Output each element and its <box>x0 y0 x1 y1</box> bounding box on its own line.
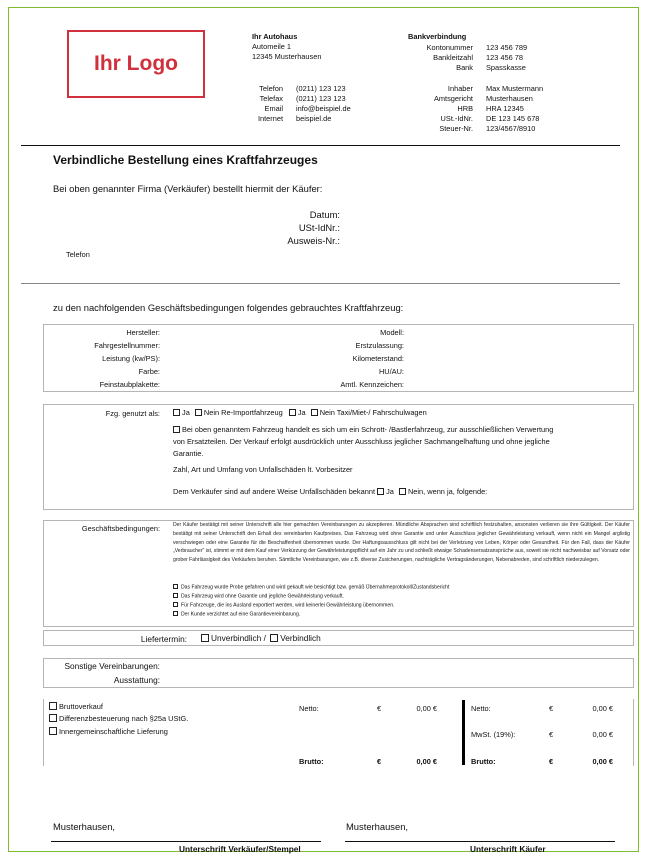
price-right-border <box>633 699 634 766</box>
buyer-vat-value: 0,00 € <box>592 730 613 739</box>
vehicle-label-mileage: Kilometerstand: <box>352 354 404 363</box>
seller-place: Musterhausen, <box>53 821 116 832</box>
intra-community-checkbox[interactable] <box>49 727 57 735</box>
terms-check-1 <box>173 584 449 591</box>
gross-sale-label: Bruttoverkauf <box>59 702 103 711</box>
other-accidents-no-label: Nein, wenn ja, folgende: <box>407 487 488 496</box>
terms-check-label-3: Für Fahrzeuge, die ins Ausland exportiert werden, wird keinerlei Gewährleistung übernommen. <box>181 602 395 609</box>
vehicle-label-registration: Erstzulassung: <box>355 341 404 350</box>
delivery-binding-checkbox[interactable] <box>270 634 278 642</box>
conditions-intro: zu den nachfolgenden Geschäftsbedingungen folgendes gebrauchtes Kraftfahrzeug: <box>53 302 404 313</box>
taxi-yes-label: Ja <box>297 408 306 417</box>
vehicle-label-inspection: HU/AU: <box>378 367 404 376</box>
price-option-2 <box>49 714 188 723</box>
page-title: Verbindliche Bestellung eines Kraftfahrzeuges <box>53 153 318 167</box>
scrap-row <box>173 425 553 434</box>
terms-checkbox-3[interactable] <box>173 602 178 607</box>
price-left-border <box>43 699 44 766</box>
contact-label-internet: Internet <box>257 114 283 123</box>
terms-label: Geschäftsbedingungen: <box>81 524 160 533</box>
legal-value-tax: 123/4567/8910 <box>486 124 536 133</box>
contact-value-internet[interactable]: beispiel.de <box>296 114 332 123</box>
terms-check-label-1: Das Fahrzeug wurde Probe gefahren und wird gekauft wie besichtigt bzw. gemäß Übernahmeprotokoll/Zustandsbericht <box>181 584 450 591</box>
seller-brutto-label: Brutto: <box>299 757 324 766</box>
margin-tax-checkbox[interactable] <box>49 714 57 722</box>
buyer-place: Musterhausen, <box>346 821 409 832</box>
buyer-phone-label: Telefon <box>66 250 90 259</box>
buyer-netto-value: 0,00 € <box>592 704 613 713</box>
buyer-signature-line <box>345 841 615 842</box>
accidents-text: Zahl, Art und Umfang von Unfallschäden lt. Vorbesitzer <box>173 465 353 474</box>
price-option-1 <box>49 702 103 711</box>
price-option-3 <box>49 727 168 736</box>
seller-netto-label: Netto: <box>299 704 319 713</box>
legal-value-court: Musterhausen <box>486 94 533 103</box>
delivery-binding-label: Verbindlich <box>280 633 321 643</box>
seller-brutto-value: 0,00 € <box>416 757 437 766</box>
terms-checkbox-1[interactable] <box>173 584 178 589</box>
delivery-options <box>201 633 321 643</box>
legal-value-vat: DE 123 145 678 <box>486 114 540 123</box>
reimport-no-label: Nein Re-Importfahrzeug <box>203 408 283 417</box>
taxi-no-label: Nein Taxi/Miet-/ Fahrschulwagen <box>319 408 427 417</box>
reimport-yes-label: Ja <box>182 408 190 417</box>
contact-label-phone: Telefon <box>259 84 283 93</box>
terms-check-label-4: Der Kunde verzichtet auf eine Garantievereinbarung. <box>181 611 301 618</box>
taxi-yes-checkbox[interactable] <box>289 409 296 416</box>
vehicle-label-color: Farbe: <box>138 367 160 376</box>
buyer-id-label: Ausweis-Nr.: <box>287 235 340 246</box>
equipment-label: Ausstattung: <box>113 675 160 685</box>
contact-value-email[interactable]: info@beispiel.de <box>296 104 351 113</box>
intro-text: Bei oben genannter Firma (Verkäufer) bestellt hiermit der Käufer: <box>53 183 323 194</box>
seller-netto-value: 0,00 € <box>416 704 437 713</box>
usage-label: Fzg. genutzt als: <box>105 409 160 418</box>
vehicle-label-plate: Amtl. Kennzeichen: <box>340 380 404 389</box>
contact-label-email: Email <box>264 104 283 113</box>
terms-text: Der Käufer bestätigt mit seiner Unterschrift alle hier gemachten Vereinbarungen zu akzeptieren. Mündliche Absprachen sind schriftlich festzuhalten, ansonsten verlieren sie ihre Gültigkeit. Der Käufer bestätigt mit seiner Unterschrift den Erhalt des vereinbarten Kaufpreises. Das Fahrzeug wird ohne Garantie und unter Ausschluss jeglicher Gewährleistung verkauft, wenn nicht ein Mangel arglistig verschwiegen oder eine Garantie für die Beschaffenheit übernommen wurde. Der Haftungsausschluss gilt nicht bei der Verletzung von Leben, Körper oder Gesundheit. Für den Fall, dass der Käufer „Verbraucher" ist, stimmt er mit dem Kauf einer Verkürzung der Gewährleistungspflicht auf ein Jahr zu und schließt etwaige Schadensersatzansprüche aus, soweit sie nicht nachweisbar auf Vorsatz oder grober Fahrlässigkeit des Verkäufers beruhen. Sämtliche Vereinbarungen, wie z.B. diverse Zusicherungen, nachträgliche Vertragsänderungen, Nebenabreden, sind schriftlich niederzulegen. <box>173 522 630 564</box>
buyer-date-label: Datum: <box>309 209 340 220</box>
company-city: 12345 Musterhausen <box>252 52 322 61</box>
delivery-nonbinding-label: Unverbindlich / <box>211 633 266 643</box>
vehicle-label-power: Leistung (kw/PS): <box>102 354 160 363</box>
agreements-label: Sonstige Vereinbarungen: <box>64 661 160 671</box>
buyer-signature-label: Unterschrift Käufer <box>470 844 546 854</box>
legal-label-tax: Steuer-Nr. <box>439 124 473 133</box>
terms-check-3 <box>173 602 394 609</box>
vehicle-label-emission: Feinstaubplakette: <box>99 380 160 389</box>
buyer-brutto-value: 0,00 € <box>592 757 613 766</box>
bank-label-account: Kontonummer <box>426 43 473 52</box>
other-accidents-yes-label: Ja <box>386 487 394 496</box>
legal-label-court: Amtsgericht <box>433 94 473 103</box>
usage-reimport-row <box>173 408 427 417</box>
company-street: Automeile 1 <box>252 42 292 51</box>
buyer-brutto-label: Brutto: <box>471 757 496 766</box>
bank-value-code: 123 456 78 <box>486 53 523 62</box>
intra-community-label: Innergemeinschaftliche Lieferung <box>59 727 168 736</box>
contact-value-fax: (0211) 123 123 <box>296 94 346 103</box>
seller-brutto-currency: € <box>377 757 382 766</box>
scrap-text-2: von Ersatzteilen. Der Verkauf erfolgt ausdrücklich unter Ausschluss jeglicher Sachmangelhaftung und ohne jegliche <box>173 437 550 446</box>
buyer-vat-label: MwSt. (19%): <box>471 730 516 739</box>
vehicle-label-maker: Hersteller: <box>126 328 160 337</box>
buyer-vat-currency: € <box>549 730 554 739</box>
seller-netto-currency: € <box>377 704 382 713</box>
buyer-brutto-currency: € <box>549 757 554 766</box>
order-form-page <box>8 7 639 852</box>
scrap-text-1: Bei oben genanntem Fahrzeug handelt es sich um ein Schrott- /Bastlerfahrzeug, zur ausschließlichen Verwertung <box>182 425 554 434</box>
buyer-vat-label: USt-IdNr.: <box>298 222 340 233</box>
margin-tax-label: Differenzbesteuerung nach §25a UStG. <box>59 714 189 723</box>
buyer-divider <box>21 283 620 284</box>
bank-value-account: 123 456 789 <box>486 43 528 52</box>
legal-value-owner: Max Mustermann <box>486 84 544 93</box>
buyer-netto-label: Netto: <box>471 704 491 713</box>
contact-value-phone: (0211) 123 123 <box>296 84 346 93</box>
price-column-divider <box>462 700 465 765</box>
legal-value-hrb: HRA 12345 <box>486 104 524 113</box>
other-accidents-no-checkbox[interactable] <box>399 488 406 495</box>
seller-signature-line <box>51 841 321 842</box>
legal-label-vat: USt.-IdNr. <box>440 114 473 123</box>
bank-heading: Bankverbindung <box>408 32 467 41</box>
vehicle-label-vin: Fahrgestellnummer: <box>94 341 160 350</box>
vehicle-label-model: Modell: <box>380 328 404 337</box>
terms-check-2 <box>173 593 344 600</box>
company-logo: Ihr Logo <box>67 30 205 98</box>
contact-label-fax: Telefax <box>259 94 283 103</box>
legal-label-hrb: HRB <box>457 104 473 113</box>
reimport-yes-checkbox[interactable] <box>173 409 180 416</box>
taxi-no-checkbox[interactable] <box>311 409 318 416</box>
other-accidents-row <box>173 487 487 496</box>
scrap-checkbox[interactable] <box>173 426 180 433</box>
buyer-netto-currency: € <box>549 704 554 713</box>
gross-sale-checkbox[interactable] <box>49 702 57 710</box>
header-divider <box>21 145 620 146</box>
scrap-text-3: Garantie. <box>173 449 204 458</box>
company-name: Ihr Autohaus <box>252 32 298 41</box>
terms-checkbox-2[interactable] <box>173 593 178 598</box>
delivery-nonbinding-checkbox[interactable] <box>201 634 209 642</box>
bank-label-bank: Bank <box>456 63 473 72</box>
other-accidents-yes-checkbox[interactable] <box>377 488 384 495</box>
seller-signature-label: Unterschrift Verkäufer/Stempel <box>179 844 301 854</box>
bank-label-code: Bankleitzahl <box>433 53 473 62</box>
reimport-no-checkbox[interactable] <box>195 409 202 416</box>
delivery-label: Liefertermin: <box>140 634 187 644</box>
terms-check-label-2: Das Fahrzeug wird ohne Garantie und jegliche Gewährleistung verkauft. <box>181 593 344 600</box>
legal-label-owner: Inhaber <box>447 84 473 93</box>
bank-value-bank: Spasskasse <box>486 63 526 72</box>
other-accidents-label: Dem Verkäufer sind auf andere Weise Unfallschäden bekannt <box>173 487 375 496</box>
terms-checkbox-4[interactable] <box>173 611 178 616</box>
terms-check-4 <box>173 611 300 618</box>
